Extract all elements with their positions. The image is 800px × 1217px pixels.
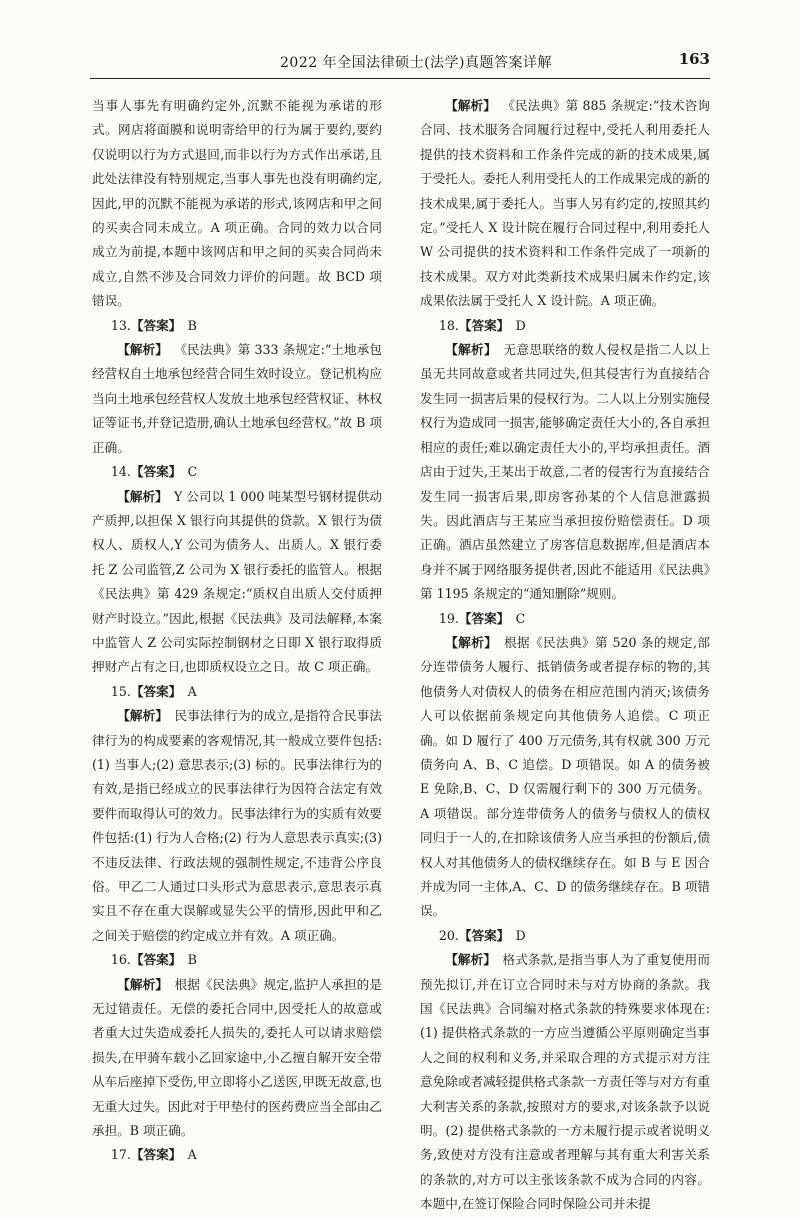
question-number: 16. bbox=[110, 952, 131, 968]
answer-label: 【答案】 bbox=[130, 952, 182, 968]
answer-label: 【答案】 bbox=[130, 464, 182, 480]
paragraph bbox=[92, 94, 382, 314]
answer-value: C bbox=[187, 464, 198, 480]
answer-line bbox=[420, 314, 710, 338]
answer-label: 【答案】 bbox=[458, 317, 510, 333]
explanation-paragraph bbox=[92, 973, 382, 1144]
explanation-text: 《民法典》第 885 条规定:“技术咨询合同、技术服务合同履行过程中,受托人利用委托人提供的技术资料和工作条件完成的新的技术成果,属于受托人。委托人利用受托人的工作成果完成的新的技术成果,属于委托人。当事人另有约定的,按照其约定。”受托人 X 设计院在履行合同过程中,利用委托人 W 公司提供的技术资料和工作条件完成了一项新的技术成果。双方对此类新技术成果归属未作约定,该成果依法属于受托人 X 设计院。A 项正确。 bbox=[420, 98, 710, 309]
explanation-text: 《民法典》第 333 条规定:“土地承包经营权自土地承包经营合同生效时设立。登记机构应当向土地承包经营权人发放土地承包经营权证、林权证等证书,并登记造册,确认土地承包经营权。”故 B 项正确。 bbox=[92, 342, 382, 455]
explanation-label: 【解析】 bbox=[445, 634, 498, 650]
answer-line bbox=[92, 680, 382, 704]
explanation-label: 【解析】 bbox=[445, 342, 497, 358]
explanation-text: 根据《民法典》第 520 条的规定,部分连带债务人履行、抵销债务或者提存标的物的,其他债务人对债权人的债务在相应范围内消灭;该债务人可以依据前条规定向其他债务人追偿。C 项正确。如 D 履行了 400 万元债务,其有权就 300 万元债务向 A、B、C 追偿。D 项错误。如 A 的债务被 E 免除,B、C、D 仅需履行剩下的 300 万元债务。A 项错误。部分连带债务人的债务与债权人的债权同归于一人的,在扣除该债务人应当承担的份额后,债权人对其他债务人的债权继续存在。如 B 与 E 因合并成为同一主体,A、C、D 的债务继续存在。B 项错误。 bbox=[420, 634, 710, 919]
explanation-text: 无意思联络的数人侵权是指二人以上虽无共同故意或者共同过失,但其侵害行为直接结合发生同一损害后果的侵权行为。二人以上分别实施侵权行为造成同一损害,能够确定责任大小的,各自承担相应的责任;难以确定责任大小的,平均承担责任。酒店由于过失,王某出于故意,二者的侵害行为直接结合发生同一损害后果,即房客孙某的个人信息泄露损失。因此酒店与王某应当承担按份赔偿责任。D 项正确。酒店虽然建立了房客信息数据库,但是酒店本身并不属于网络服务提供者,因此不能适用《民法典》第 1195 条规定的“通知删除”规则。 bbox=[420, 342, 710, 602]
explanation-paragraph bbox=[420, 948, 710, 1216]
question-number: 17. bbox=[110, 1147, 131, 1163]
question-number: 15. bbox=[110, 683, 131, 699]
explanation-label: 【解析】 bbox=[117, 976, 169, 992]
header-title: 2022 年全国法律硕士(法学)真题答案详解 bbox=[280, 55, 553, 71]
explanation-paragraph bbox=[420, 94, 710, 314]
paragraph-text: 当事人事先有明确约定外,沉默不能视为承诺的形式。网店将面膜和说明寄给甲的行为属于要约,要约仅说明以行为方式退回,而非以行为方式作出承诺,且此处法律没有特别规定,当事人事先也没有明确约定,因此,甲的沉默不能视为承诺的形式,该网店和甲之间的买卖合同未成立。A 项正确。合同的效力以合同成立为前提,本题中该网店和甲之间的买卖合同尚未成立,自然不涉及合同效力评价的问题。故 BCD 项错误。 bbox=[92, 98, 382, 309]
explanation-text: Y 公司以 1 000 吨某型号钢材提供动产质押,以担保 X 银行向其提供的贷款。X 银行为债权人、质权人,Y 公司为债务人、出质人。X 银行委托 Z 公司监管,Z 公司为 X 银行委托的监管人。根据《民法典》第 429 条规定:“质权自出质人交付质押财产时设立。”因此,根据《民法典》及司法解释,本案中监管人 Z 公司实际控制钢材之日即 X 银行取得质押财产占有之日,也即质权设立之日。故 C 项正确。 bbox=[92, 488, 382, 675]
answer-line bbox=[92, 460, 382, 484]
explanation-paragraph bbox=[420, 631, 710, 924]
answer-value: A bbox=[187, 683, 197, 699]
answer-value: B bbox=[187, 317, 197, 333]
answer-label: 【答案】 bbox=[130, 317, 182, 333]
answer-line bbox=[420, 607, 710, 631]
page-header bbox=[90, 48, 710, 79]
left-column bbox=[92, 94, 382, 1168]
question-number: 18. bbox=[438, 317, 459, 333]
answer-label: 【答案】 bbox=[130, 683, 182, 699]
explanation-paragraph bbox=[92, 704, 382, 948]
explanation-paragraph bbox=[420, 338, 710, 606]
explanation-paragraph bbox=[92, 338, 382, 460]
answer-label: 【答案】 bbox=[458, 610, 510, 626]
answer-value: B bbox=[187, 952, 197, 968]
explanation-label: 【解析】 bbox=[117, 708, 169, 724]
question-number: 14. bbox=[110, 464, 131, 480]
explanation-label: 【解析】 bbox=[117, 342, 168, 358]
explanation-text: 民事法律行为的成立,是指符合民事法律行为的构成要素的客观情况,其一般成立要件包括:(1) 当事人;(2) 意思表示;(3) 标的。民事法律行为的有效,是指已经成立的民事法律行为因符合法定有效要件而取得认可的效力。民事法律行为的实质有效要件包括:(1) 行为人合格;(2) 行为人意思表示真实;(3) 不违反法律、行政法规的强制性规定,不违背公序良俗。甲乙二人通过口头形式为意思表示,意思表示真实且不存在重大误解或显失公平的情形,因此甲和乙之间关于赔偿的约定成立并有效。A 项正确。 bbox=[92, 708, 382, 943]
explanation-label: 【解析】 bbox=[445, 952, 497, 968]
answer-line bbox=[92, 314, 382, 338]
explanation-text: 根据《民法典》规定,监护人承担的是无过错责任。无偿的委托合同中,因受托人的故意或者重大过失造成委托人损失的,委托人可以请求赔偿损失,在甲骑车载小乙回家途中,小乙擅自解开安全带从车后座掉下受伤,甲立即将小乙送医,甲既无故意,也无重大过失。因此对于甲垫付的医药费应当全部由乙承担。B 项正确。 bbox=[92, 976, 382, 1139]
answer-value: D bbox=[515, 317, 526, 333]
answer-label: 【答案】 bbox=[458, 927, 510, 943]
question-number: 19. bbox=[438, 610, 459, 626]
right-column bbox=[420, 94, 710, 1217]
answer-line bbox=[92, 948, 382, 972]
explanation-text: 格式条款,是指当事人为了重复使用而预先拟订,并在订立合同时未与对方协商的条款。我国《民法典》合同编对格式条款的特殊要求体现在:(1) 提供格式条款的一方应当遵循公平原则确定当事人之间的权利和义务,并采取合理的方式提示对方注意免除或者减轻提供格式条款一方责任等与对方有重大利害关系的条款,按照对方的要求,对该条款予以说明。(2) 提供格式条款的一方未履行提示或者说明义务,致使对方没有注意或者理解与其有重大利害关系的条款的,对方可以主张该条款不成为合同的内容。本题中,在签订保险合同时保险公司并未提 bbox=[420, 952, 710, 1212]
question-number: 13. bbox=[110, 317, 131, 333]
question-number: 20. bbox=[438, 927, 459, 943]
page-number: 163 bbox=[678, 50, 710, 68]
answer-value: A bbox=[187, 1147, 197, 1163]
answer-label: 【答案】 bbox=[130, 1147, 182, 1163]
explanation-label: 【解析】 bbox=[117, 488, 168, 504]
explanation-paragraph bbox=[92, 485, 382, 680]
answer-value: C bbox=[515, 610, 526, 626]
answer-value: D bbox=[515, 927, 526, 943]
answer-line bbox=[420, 924, 710, 948]
explanation-label: 【解析】 bbox=[445, 98, 496, 113]
